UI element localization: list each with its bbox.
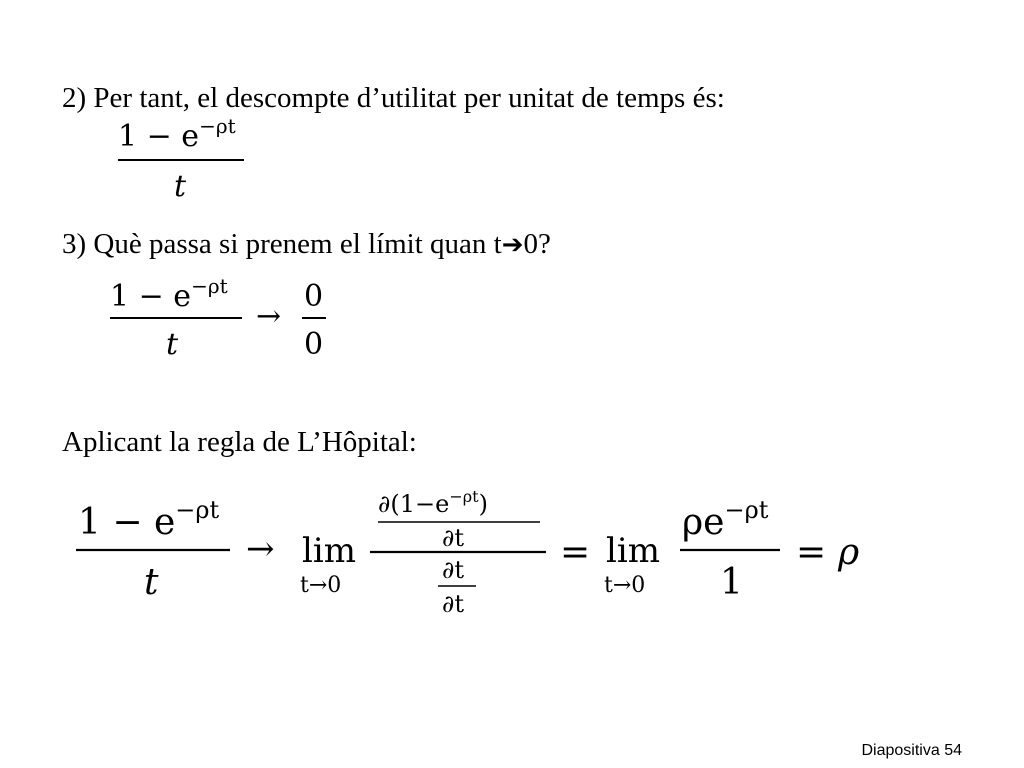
eq3-inner-num-top: $\partial(1-e^{-\rho t})$ (378, 487, 488, 518)
statement-3-suffix: 0? (523, 228, 551, 260)
eq3-lhs-denominator: t (144, 562, 159, 603)
eq1-denominator: t (174, 169, 187, 202)
eq3-equals2: = (796, 532, 827, 573)
statement-lhopital-text: Aplicant la regla de L’Hôpital: (62, 426, 417, 458)
eq3-inner-num-bottom: ∂t (442, 524, 465, 552)
eq3-lim-subscript: t→0 (300, 573, 342, 598)
eq3-lim: lim (302, 531, 356, 571)
equation-lhopital (66, 478, 886, 628)
slide-number: Diapositiva 54 (861, 742, 962, 759)
eq2-rhs-denominator: 0 (304, 327, 324, 362)
eq1-numerator: $1 - e^{-\rho t}$ (118, 114, 236, 154)
eq3-result: ρ (838, 532, 860, 573)
eq3-lim2-subscript: t→0 (604, 573, 646, 598)
statement-2-text: 2) Per tant, el descompte d’utilitat per unitat de temps és: (62, 82, 725, 114)
eq3-inner-den-bottom: ∂t (442, 590, 465, 618)
eq3-equals: = (560, 532, 591, 573)
equation-discount-rate (110, 112, 260, 202)
eq2-denominator: t (166, 327, 179, 362)
statement-2 (62, 84, 725, 113)
statement-3-text: 3) Què passa si prenem el límit quan t (62, 228, 502, 260)
eq3-inner-den-top: ∂t (442, 556, 465, 584)
eq2-rhs-numerator: 0 (304, 279, 324, 314)
eq3-frac2-denominator: 1 (720, 562, 743, 603)
eq3-lhs-numerator: $1 - e^{-\rho t}$ (78, 496, 220, 543)
eq3-arrow: → (246, 529, 275, 569)
right-arrow-icon: ➔ (501, 230, 524, 260)
eq3-frac2-numerator: $\rho e^{-\rho t}$ (682, 496, 769, 543)
equation-limit-indeterminate (100, 268, 340, 368)
statement-3 (62, 230, 551, 259)
eq3-lim2: lim (606, 531, 660, 571)
statement-lhopital (62, 428, 417, 457)
eq2-arrow: → (256, 299, 282, 334)
eq2-numerator: $1 - e^{-\rho t}$ (110, 274, 228, 314)
